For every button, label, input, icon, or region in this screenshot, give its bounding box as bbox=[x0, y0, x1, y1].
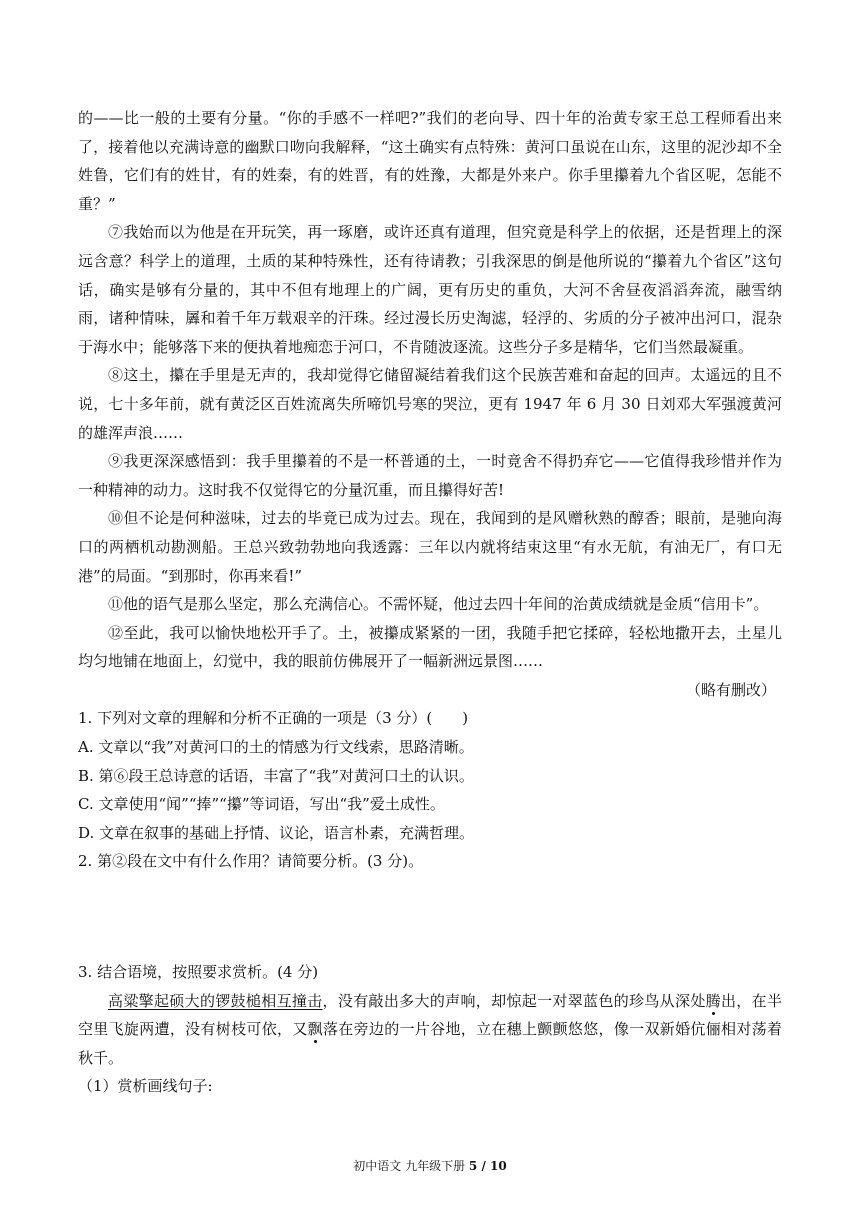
edit-note: （略有删改） bbox=[685, 680, 776, 699]
question-3-passage bbox=[78, 987, 782, 1073]
question-3-sub-1: （1）赏析画线句子: bbox=[78, 1077, 213, 1096]
paragraph-6-continued: 的——比一般的土要有分量。“你的手感不一样吧?”我们的老向导、四十年的治黄专家王总工程师看出来了，接着他以充满诗意的幽默口吻向我解释，“这土确实有点特殊：黄河口虽说在山东，这里的泥沙却不全姓鲁，它们有的姓甘，有的姓秦，有的姓晋，有的姓豫，大都是外来户。你手里攥着九个省区呢，怎能不重？” bbox=[78, 109, 782, 213]
question-1-option-b: B. 第⑥段王总诗意的话语，丰富了“我”对黄河口土的认识。 bbox=[78, 766, 474, 785]
passage-text-1: ，没有敲出多大的声响，却惊起一对翠蓝色的珍鸟从深处 bbox=[322, 991, 706, 1010]
underlined-sentence: 高粱擎起硕大的锣鼓槌相互撞击 bbox=[108, 991, 323, 1010]
answer-space bbox=[78, 876, 782, 958]
paragraph-8: ⑧这土，攥在手里是无声的，我却觉得它储留凝结着我们这个民族苦难和奋起的回声。太遥远的且不说，七十多年前，就有黄泛区百姓流离失所啼饥号寒的哭泣，更有 1947 年 6 月 30 日刘邓大军强渡黄河的雄浑声浪…… bbox=[78, 366, 782, 442]
emphasis-char-piao: 飘 bbox=[307, 1020, 323, 1039]
question-1: 1. 下列对文章的理解和分析不正确的一项是（3 分）( ) bbox=[78, 709, 469, 728]
question-1-option-a: A. 文章以“我”对黄河口的土的情感为行文线索，思路清晰。 bbox=[78, 738, 474, 757]
question-1-option-d: D. 文章在叙事的基础上抒情、议论，语言朴素，充满哲理。 bbox=[78, 823, 475, 842]
emphasis-char-teng: 腾 bbox=[705, 991, 721, 1010]
question-1-option-c: C. 文章使用“闻”“捧”“攥”等词语，写出“我”爱土成性。 bbox=[78, 795, 445, 814]
question-2: 2. 第②段在文中有什么作用？请简要分析。(3 分)。 bbox=[78, 852, 424, 871]
paragraph-9: ⑨我更深深感悟到：我手里攥着的不是一杯普通的土，一时竟舍不得扔弃它——它值得我珍惜并作为一种精神的动力。这时我不仅觉得它的分量沉重，而且攥得好苦! bbox=[78, 452, 782, 499]
paragraph-11: ⑪他的语气是那么坚定，那么充满信心。不需怀疑，他过去四十年间的治黄成绩就是金质“信用卡”。 bbox=[108, 595, 769, 614]
passage-text-2: 出，在半空里飞旋两遭，没有树枝可依，又 bbox=[78, 991, 782, 1039]
passage-text-3: 落在旁边的一片谷地，立在穗上颤颤悠悠，像一双新婚伉俪相对荡着秋千。 bbox=[78, 1020, 782, 1067]
footer-label: 初中语文 九年级下册 bbox=[353, 1159, 466, 1173]
document-content bbox=[78, 104, 782, 1101]
question-3: 3. 结合语境，按照要求赏析。(4 分) bbox=[78, 963, 319, 982]
page-number: 5 / 10 bbox=[468, 1159, 507, 1173]
paragraph-12: ⑫至此，我可以愉快地松开手了。土，被攥成紧紧的一团，我随手把它揉碎，轻松地撒开去，土星儿均匀地铺在地面上，幻觉中，我的眼前仿佛展开了一幅新洲远景图…… bbox=[78, 623, 782, 671]
page-footer bbox=[0, 1158, 860, 1174]
paragraph-7: ⑦我始而以为他是在开玩笑，再一琢磨，或许还真有道理，但究竟是科学上的依据，还是哲理上的深远含意？科学上的道理，土质的某种特殊性，还有待请教；引我深思的倒是他所说的“攥着九个省区”这句话，确实是够有分量的，其中不但有地理上的广阔，更有历史的重负，大河不舍昼夜滔滔奔流，融雪纳雨，诸种情味，羼和着千年万载艰辛的汗珠。经过漫长历史淘滤，轻浮的、劣质的分子被冲出河口，混杂于海水中；能够落下来的便执着地痴恋于河口，不肯随波逐流。这些分子多是精华，它们当然最凝重。 bbox=[78, 223, 782, 356]
paragraph-10: ⑩但不论是何种滋味，过去的毕竟已成为过去。现在，我闻到的是风赠秋熟的醇香；眼前，是驰向海口的两栖机动勘测船。王总兴致勃勃地向我透露：三年以内就将结束这里“有水无航，有油无厂，有口无港”的局面。“到那时，你再来看!” bbox=[78, 509, 782, 585]
